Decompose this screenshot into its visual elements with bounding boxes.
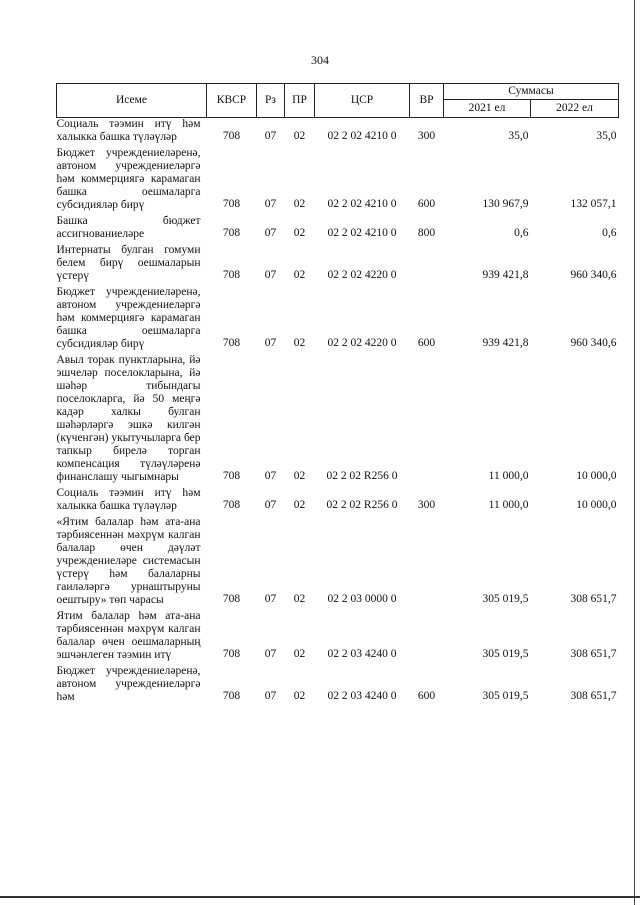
header-year-2021: 2021 ел <box>444 100 531 118</box>
header-csr: ЦСР <box>315 84 410 118</box>
row-sum-2022: 35,0 <box>596 130 617 142</box>
row-sum-2022: 960 340,6 <box>570 269 617 281</box>
header-name: Исеме <box>57 84 207 118</box>
row-csr: 02 2 02 4220 0 <box>327 269 397 281</box>
row-sum-2021: 305 019,5 <box>482 648 529 660</box>
table-row <box>57 516 619 610</box>
row-kvsr: 708 <box>222 227 241 239</box>
header-pr: ПР <box>285 84 315 118</box>
table-row <box>57 215 619 244</box>
row-sum-2022: 10 000,0 <box>576 470 617 482</box>
table-row <box>57 118 619 148</box>
row-sum-2021: 939 421,8 <box>482 337 529 349</box>
row-sum-2022: 308 651,7 <box>570 690 617 702</box>
row-kvsr: 708 <box>222 269 241 281</box>
row-csr: 02 2 02 R256 0 <box>326 499 398 511</box>
row-pr: 02 <box>293 690 306 702</box>
row-name: Авыл торак пунктларына, йә эшчеләр поселокларына, йә шәһәр тибындагы поселокларга, йә 50 меңгә кадәр халкы булган шәһәрләргә эшкә килгән (күченгән) укытучыларга бер тапкыр бирелә торган компенсация түләүләренә финанслашу чыгымнары <box>56 354 201 483</box>
header-year-2022: 2022 ел <box>531 100 619 118</box>
row-rz: 07 <box>264 227 277 239</box>
row-rz: 07 <box>264 593 277 605</box>
row-csr: 02 2 03 0000 0 <box>327 593 397 605</box>
row-csr: 02 2 03 4240 0 <box>327 648 397 660</box>
header-rz: Рз <box>257 84 285 118</box>
row-csr: 02 2 02 4210 0 <box>327 130 397 142</box>
row-pr: 02 <box>293 198 306 210</box>
row-sum-2022: 10 000,0 <box>576 499 617 511</box>
row-rz: 07 <box>264 198 277 210</box>
row-name: Бюджет учреждениеләренә, автоном учреждениеләргә һәм коммерциягә карамаган башка оешмаларга субсидияләр бирү <box>56 147 201 211</box>
row-pr: 02 <box>293 227 306 239</box>
row-kvsr: 708 <box>222 198 241 210</box>
row-csr: 02 2 03 4240 0 <box>327 690 397 702</box>
table-row <box>57 665 619 707</box>
row-vr <box>410 244 444 286</box>
row-csr: 02 2 02 R256 0 <box>326 470 398 482</box>
row-csr: 02 2 02 4210 0 <box>327 227 397 239</box>
row-rz: 07 <box>264 648 277 660</box>
row-vr <box>410 610 444 665</box>
row-name: Башка бюджет ассигнованиеләре <box>56 215 201 240</box>
row-pr: 02 <box>293 269 306 281</box>
row-vr: 300 <box>417 130 436 142</box>
header-vr: ВР <box>410 84 444 118</box>
row-name: Социаль тәэмин итү һәм халыкка башка түләүләр <box>56 487 201 512</box>
row-sum-2022: 0,6 <box>602 227 617 239</box>
header-sums: Суммасы <box>444 84 619 100</box>
row-sum-2022: 132 057,1 <box>570 198 617 210</box>
row-vr: 300 <box>417 499 436 511</box>
row-name: «Ятим балалар һәм ата-ана тәрбиясеннән мәхрүм калган балалар өчен дәүләт учреждениеләре системасын үстерү һәм балаларны гаиләләргә урнаштыруны оештыру» төп чарасы <box>56 516 201 606</box>
row-pr: 02 <box>293 470 306 482</box>
row-name: Бюджет учреждениеләренә, автоном учреждениеләргә һәм коммерциягә карамаган башка оешмаларга субсидияләр бирү <box>56 286 201 350</box>
row-vr <box>410 354 444 487</box>
scan-right-edge <box>634 0 635 905</box>
row-pr: 02 <box>293 337 306 349</box>
row-kvsr: 708 <box>222 130 241 142</box>
row-pr: 02 <box>293 499 306 511</box>
row-kvsr: 708 <box>222 690 241 702</box>
page-number: 304 <box>311 53 329 67</box>
table-row <box>57 147 619 215</box>
row-sum-2021: 35,0 <box>508 130 529 142</box>
row-rz: 07 <box>264 470 277 482</box>
table-row <box>57 244 619 286</box>
table-header <box>57 84 619 118</box>
row-kvsr: 708 <box>222 593 241 605</box>
header-kvsr: КВСР <box>207 84 257 118</box>
row-sum-2022: 308 651,7 <box>570 648 617 660</box>
row-csr: 02 2 02 4220 0 <box>327 337 397 349</box>
row-csr: 02 2 02 4210 0 <box>327 198 397 210</box>
row-sum-2021: 11 000,0 <box>488 470 529 482</box>
row-sum-2021: 305 019,5 <box>482 690 529 702</box>
row-kvsr: 708 <box>222 648 241 660</box>
table-row <box>57 610 619 665</box>
scan-bottom-edge <box>0 896 640 898</box>
row-name: Ятим балалар һәм ата-ана тәрбиясеннән мәхрүм калган балалар өчен оешмаларның эшчәнлеген тәэмин итү <box>56 610 201 661</box>
row-rz: 07 <box>264 337 277 349</box>
row-rz: 07 <box>264 269 277 281</box>
row-vr: 600 <box>417 198 436 210</box>
row-vr: 600 <box>417 690 436 702</box>
row-kvsr: 708 <box>222 337 241 349</box>
row-rz: 07 <box>264 130 277 142</box>
table-row <box>57 354 619 487</box>
row-sum-2021: 0,6 <box>514 227 529 239</box>
row-vr: 600 <box>417 337 436 349</box>
row-rz: 07 <box>264 499 277 511</box>
row-rz: 07 <box>264 690 277 702</box>
row-name: Интернаты булган гомуми белем бирү оешмаларын үстерү <box>56 244 201 282</box>
row-kvsr: 708 <box>222 470 241 482</box>
row-sum-2022: 308 651,7 <box>570 593 617 605</box>
table-row <box>57 286 619 354</box>
row-pr: 02 <box>293 130 306 142</box>
row-name: Бюджет учреждениеләренә, автоном учреждениеләргә һәм <box>56 665 201 703</box>
row-sum-2021: 305 019,5 <box>482 593 529 605</box>
table-body <box>57 118 619 708</box>
table-row <box>57 487 619 516</box>
row-sum-2021: 11 000,0 <box>488 499 529 511</box>
row-pr: 02 <box>293 648 306 660</box>
row-sum-2022: 960 340,6 <box>570 337 617 349</box>
row-sum-2021: 130 967,9 <box>482 198 529 210</box>
row-pr: 02 <box>293 593 306 605</box>
row-vr: 800 <box>417 227 436 239</box>
budget-table <box>56 83 619 707</box>
row-vr <box>410 516 444 610</box>
row-sum-2021: 939 421,8 <box>482 269 529 281</box>
row-name: Социаль тәэмин итү һәм халыкка башка түләүләр <box>56 118 201 143</box>
row-kvsr: 708 <box>222 499 241 511</box>
